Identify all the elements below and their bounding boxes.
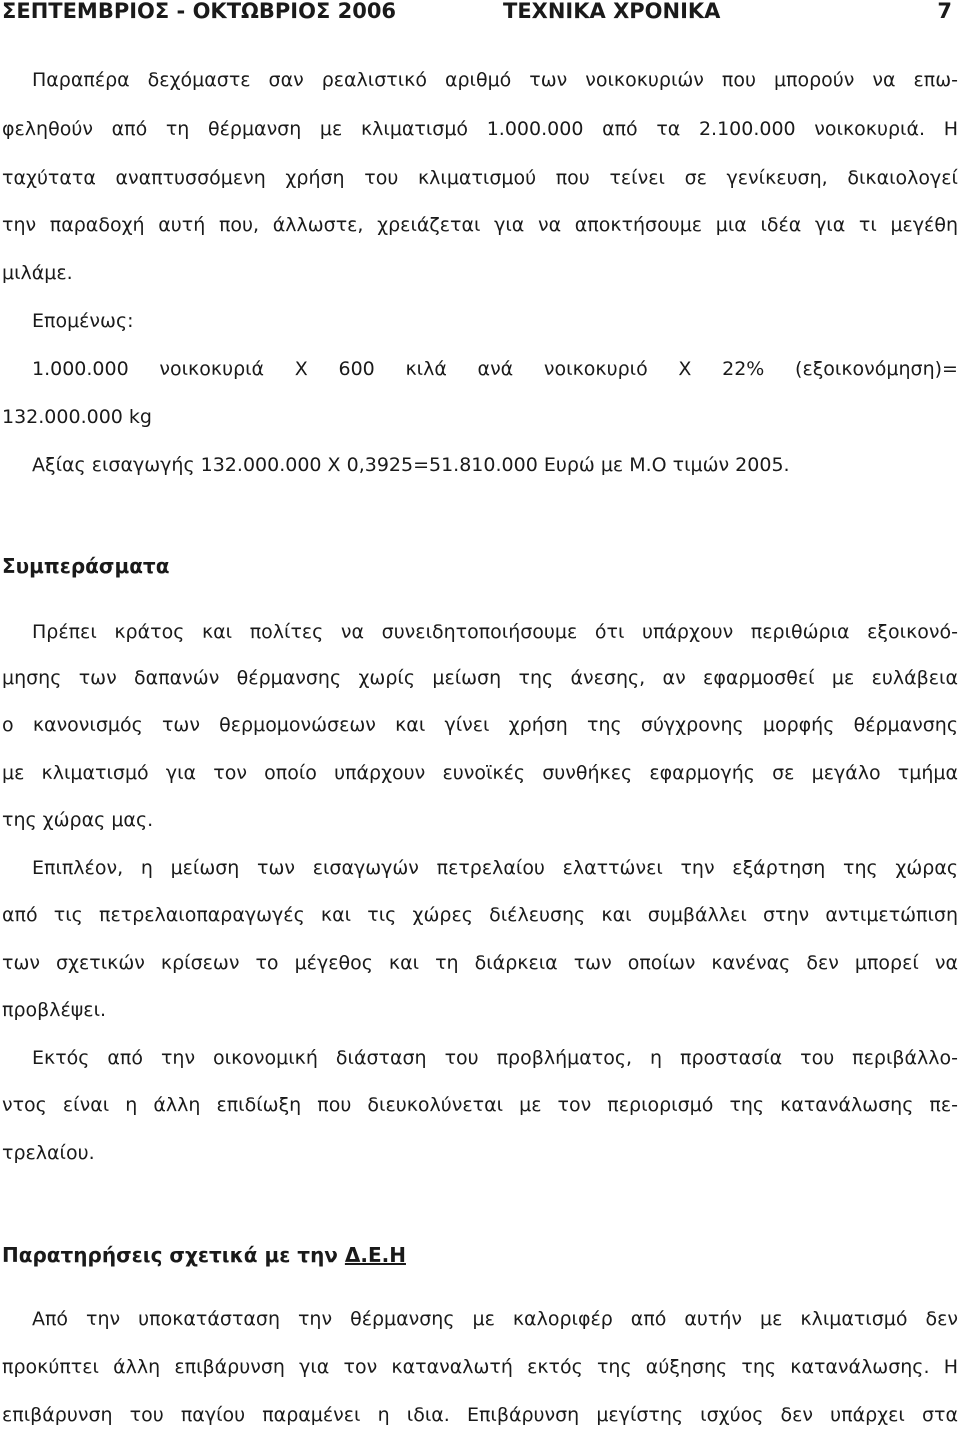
remarks-title-text: Παρατηρήσεις σχετικά με την (2, 1243, 345, 1267)
calc-token: 600 (338, 358, 375, 380)
section-heading-remarks (2, 1243, 406, 1267)
section-heading-conclusions: Συμπεράσματα (2, 554, 170, 578)
paragraph-line: ο κανονισμός των θερμομονώσεων και γίνει χρήση της σύγχρονης μορφής θέρμανσης (2, 714, 958, 736)
paragraph-line: Παραπέρα δεχόμαστε σαν ρεαλιστικό αριθμό των νοικοκυριών που μπορούν να επω- (32, 69, 958, 91)
paragraph-line: της χώρας μας. (2, 809, 154, 831)
calculation-result: 132.000.000 kg (2, 406, 152, 428)
paragraph-line: των σχετικών κρίσεων το μέγεθος και τη διάρκεια των οποίων κανένας δεν μπορεί να (2, 952, 958, 974)
paragraph-line: τρελαίου. (2, 1142, 95, 1164)
calc-token: 1.000.000 (32, 358, 129, 380)
calc-token: νοικοκυριά (159, 358, 265, 380)
paragraph-line: φεληθούν από τη θέρμανση με κλιματισμό 1.000.000 από τα 2.100.000 νοικοκυριά. Η (2, 118, 958, 140)
paragraph-line: Επιπλέον, η μείωση των εισαγωγών πετρελαίου ελαττώνει την εξάρτηση της χώρας (32, 857, 958, 879)
calc-token: 22% (722, 358, 765, 380)
paragraph-line: ταχύτατα αναπτυσσόμενη χρήση του κλιματισμού που τείνει σε γενίκευση, δικαιολογεί (2, 167, 958, 189)
page-header (0, 0, 960, 22)
calc-token: ανά (477, 358, 514, 380)
paragraph-line: μιλάμε. (2, 262, 73, 284)
paragraph-line: προκύπτει άλλη επιβάρυνση για τον καταναλωτή εκτός της αύξησης της κατανάλωσης. Η (2, 1356, 958, 1378)
paragraph-line: με κλιματισμό για τον οποίο υπάρχουν ευνοϊκές συνθήκες εφαρμογής σε μεγάλο τμήμα (2, 762, 958, 784)
header-issue-date: ΣΕΠΤΕΜΒΡΙΟΣ - ΟΚΤΩΒΡΙΟΣ 2006 (2, 0, 397, 23)
calc-token: (εξοικονόμηση)= (795, 358, 958, 380)
calc-token: Χ (678, 358, 692, 380)
header-page-number: 7 (937, 0, 952, 23)
paragraph-line: επιβάρυνση του παγίου παραμένει η ιδια. Επιβάρυνση μεγίστης ισχύος δεν υπάρχει στα (2, 1404, 958, 1426)
remarks-title-acronym: Δ.Ε.Η (344, 1243, 406, 1267)
calculation-line (32, 357, 958, 381)
calc-token: Χ (294, 358, 308, 380)
paragraph-line: Εκτός από την οικονομική διάσταση του προβλήματος, η προστασία του περιβάλλο- (32, 1047, 958, 1069)
calc-token: κιλά (405, 358, 447, 380)
import-value-line: Αξίας εισαγωγής 132.000.000 Χ 0,3925=51.810.000 Ευρώ με Μ.Ο τιμών 2005. (32, 454, 790, 476)
paragraph-line: προβλέψει. (2, 999, 107, 1021)
paragraph-line: Από την υποκατάσταση την θέρμανσης με καλοριφέρ από αυτήν με κλιματισμό δεν (32, 1308, 958, 1330)
paragraph-line: την παραδοχή αυτή που, άλλωστε, χρειάζεται για να αποκτήσουμε μια ιδέα για τι μεγέθη (2, 214, 958, 236)
therefore-label: Επομένως: (32, 310, 134, 332)
paragraph-line: Πρέπει κράτος και πολίτες να συνειδητοποιήσουμε ότι υπάρχουν περιθώρια εξοικονό- (32, 621, 958, 643)
calc-token: νοικοκυριό (543, 358, 648, 380)
paragraph-line: μησης των δαπανών θέρμανσης χωρίς μείωση της άνεσης, αν εφαρμοσθεί με ευλάβεια (2, 667, 958, 689)
paragraph-line: ντος είναι η άλλη επιδίωξη που διευκολύνεται με τον περιορισμό της κατανάλωσης πε- (2, 1094, 958, 1116)
paragraph-line: από τις πετρελαιοπαραγωγές και τις χώρες διέλευσης και συμβάλλει στην αντιμετώπιση (2, 904, 958, 926)
header-journal-title: ΤΕΧΝΙΚΑ ΧΡΟΝΙΚΑ (503, 0, 721, 23)
